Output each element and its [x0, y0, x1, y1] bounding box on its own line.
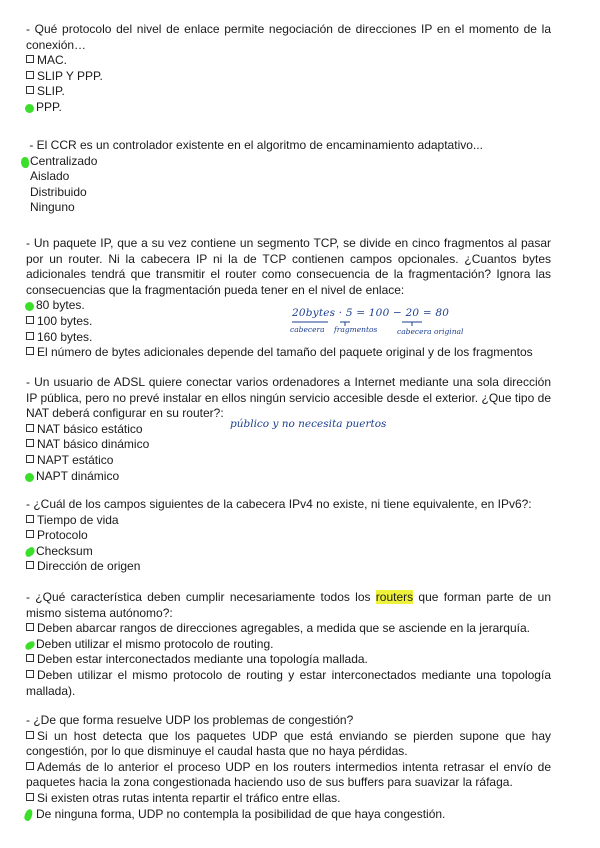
answer-mark-icon	[23, 808, 34, 822]
q2-option-4: Ninguno	[30, 200, 75, 215]
answer-mark-icon	[25, 302, 34, 311]
q3-option-2: 100 bytes.	[26, 314, 551, 330]
q1-option-1: MAC.	[26, 53, 551, 69]
q4-option-1: NAT básico estático	[26, 422, 551, 438]
q7-option-2: Además de lo anterior el proceso UDP en los routers intermedios intenta retrasar el envío de paquetes hacia la zona congestionada haciendo uso de sus buffers para suavizar la ráfaga.	[26, 759, 551, 790]
question-2-text: - El CCR es un controlador existente en el algoritmo de encaminamiento adaptativo...	[26, 138, 483, 152]
checkbox-icon	[26, 86, 34, 94]
q6-option-2: Deben utilizar el mismo protocolo de routing.	[26, 637, 551, 653]
checkbox-icon	[26, 530, 34, 538]
q5-option-3: Checksum	[26, 544, 551, 560]
q4-option-2: NAT básico dinámico	[26, 437, 551, 453]
answer-mark-icon	[21, 157, 29, 168]
checkbox-icon	[26, 332, 34, 340]
q1-option-4: PPP.	[26, 100, 551, 116]
q3-option-4: El número de bytes adicionales depende del tamaño del paquete original y de los fragmentos	[26, 345, 551, 361]
q1-option-2: SLIP Y PPP.	[26, 69, 551, 85]
question-7-text: - ¿De que forma resuelve UDP los problemas de congestión?	[26, 713, 354, 727]
q4-option-4: NAPT dinámico	[26, 469, 551, 485]
q3-option-1: 80 bytes.	[26, 298, 551, 314]
answer-mark-icon	[24, 546, 36, 557]
answer-mark-icon	[25, 473, 34, 482]
question-6	[26, 590, 551, 699]
checkbox-icon	[26, 731, 34, 739]
checkbox-icon	[26, 515, 34, 523]
calc-label-fragmentos: fragmentos	[334, 325, 378, 334]
q6-option-1: Deben abarcar rangos de direcciones agregables, a medida que se asciende en la jerarquía.	[26, 621, 551, 637]
question-5	[26, 497, 551, 575]
checkbox-icon	[26, 439, 34, 447]
q1-option-3: SLIP.	[26, 84, 551, 100]
calc-label-cabecera-original: cabecera original	[397, 327, 464, 336]
q6-option-4: Deben utilizar el mismo protocolo de routing y estar interconectados mediante una topología mallada).	[26, 667, 551, 698]
q3-option-3: 160 bytes.	[26, 330, 551, 346]
question-2	[26, 138, 551, 216]
question-1	[26, 22, 551, 116]
q5-option-4: Dirección de origen	[26, 559, 551, 575]
answer-mark-icon	[24, 640, 36, 650]
q6-option-3: Deben estar interconectados mediante una topología mallada.	[26, 652, 551, 668]
q7-option-1: Si un host detecta que los paquetes UDP que está enviando se pierden supone que hay congestión, por lo que disminuye el caudal hasta que no haya pérdidas.	[26, 728, 551, 759]
checkbox-icon	[26, 347, 34, 355]
calc-expression: 20bytes · 5 = 100 − 20 = 80	[292, 307, 450, 319]
checkbox-icon	[26, 762, 34, 770]
checkbox-icon	[26, 670, 34, 678]
highlighted-word: routers	[375, 590, 414, 604]
calc-label-cabecera: cabecera	[290, 325, 325, 334]
handwritten-nat-note: público y no necesita puertos	[230, 418, 387, 430]
question-6-text: - ¿Qué característica deben cumplir necesariamente todos los routers que forman parte de un mismo sistema autónomo?:	[26, 590, 551, 620]
checkbox-icon	[26, 71, 34, 79]
question-1-text: - Qué protocolo del nivel de enlace permite negociación de direcciones IP en el momento de la conexión…	[26, 22, 551, 52]
checkbox-icon	[26, 793, 34, 801]
q2-option-3: Distribuido	[30, 184, 87, 199]
q7-option-3: Si existen otras rutas intenta repartir el tráfico entre ellas.	[26, 791, 551, 807]
q5-option-1: Tiempo de vida	[26, 513, 551, 529]
checkbox-icon	[26, 561, 34, 569]
question-3-text: - Un paquete IP, que a su vez contiene un segmento TCP, se divide en cinco fragmentos al pasar por un router. Ni la cabecera IP ni la de TCP contienen campos opcionales. ¿Cuantos bytes adicionales tendrá que transmitir el router como consecuencia de la fragmentación? Ignora las consecuencias que la fragmentación pueda tener en el nivel de enlace:	[26, 236, 551, 297]
q2-option-2: Aislado	[30, 169, 70, 184]
q5-option-2: Protocolo	[26, 528, 551, 544]
question-5-text: - ¿Cuál de los campos siguientes de la cabecera IPv4 no existe, ni tiene equivalente, en IPv6?:	[26, 497, 532, 511]
checkbox-icon	[26, 55, 34, 63]
checkbox-icon	[26, 623, 34, 631]
question-3	[26, 236, 551, 361]
checkbox-icon	[26, 654, 34, 662]
checkbox-icon	[26, 455, 34, 463]
q2-option-1: Centralizado	[26, 154, 551, 170]
q7-option-4: De ninguna forma, UDP no contempla la posibilidad de que haya congestión.	[26, 807, 551, 823]
checkbox-icon	[26, 424, 34, 432]
checkbox-icon	[26, 316, 34, 324]
handwritten-calculation	[290, 306, 470, 340]
answer-mark-icon	[25, 104, 34, 113]
question-7	[26, 713, 551, 822]
q4-option-3: NAPT estático	[26, 453, 551, 469]
question-4-text: - Un usuario de ADSL quiere conectar varios ordenadores a Internet mediante una sola dirección IP pública, pero no prevé instalar en ellos ningún servicio accesible desde el exterior. ¿Que tipo de NAT deberá configurar en su router?:	[26, 375, 551, 421]
